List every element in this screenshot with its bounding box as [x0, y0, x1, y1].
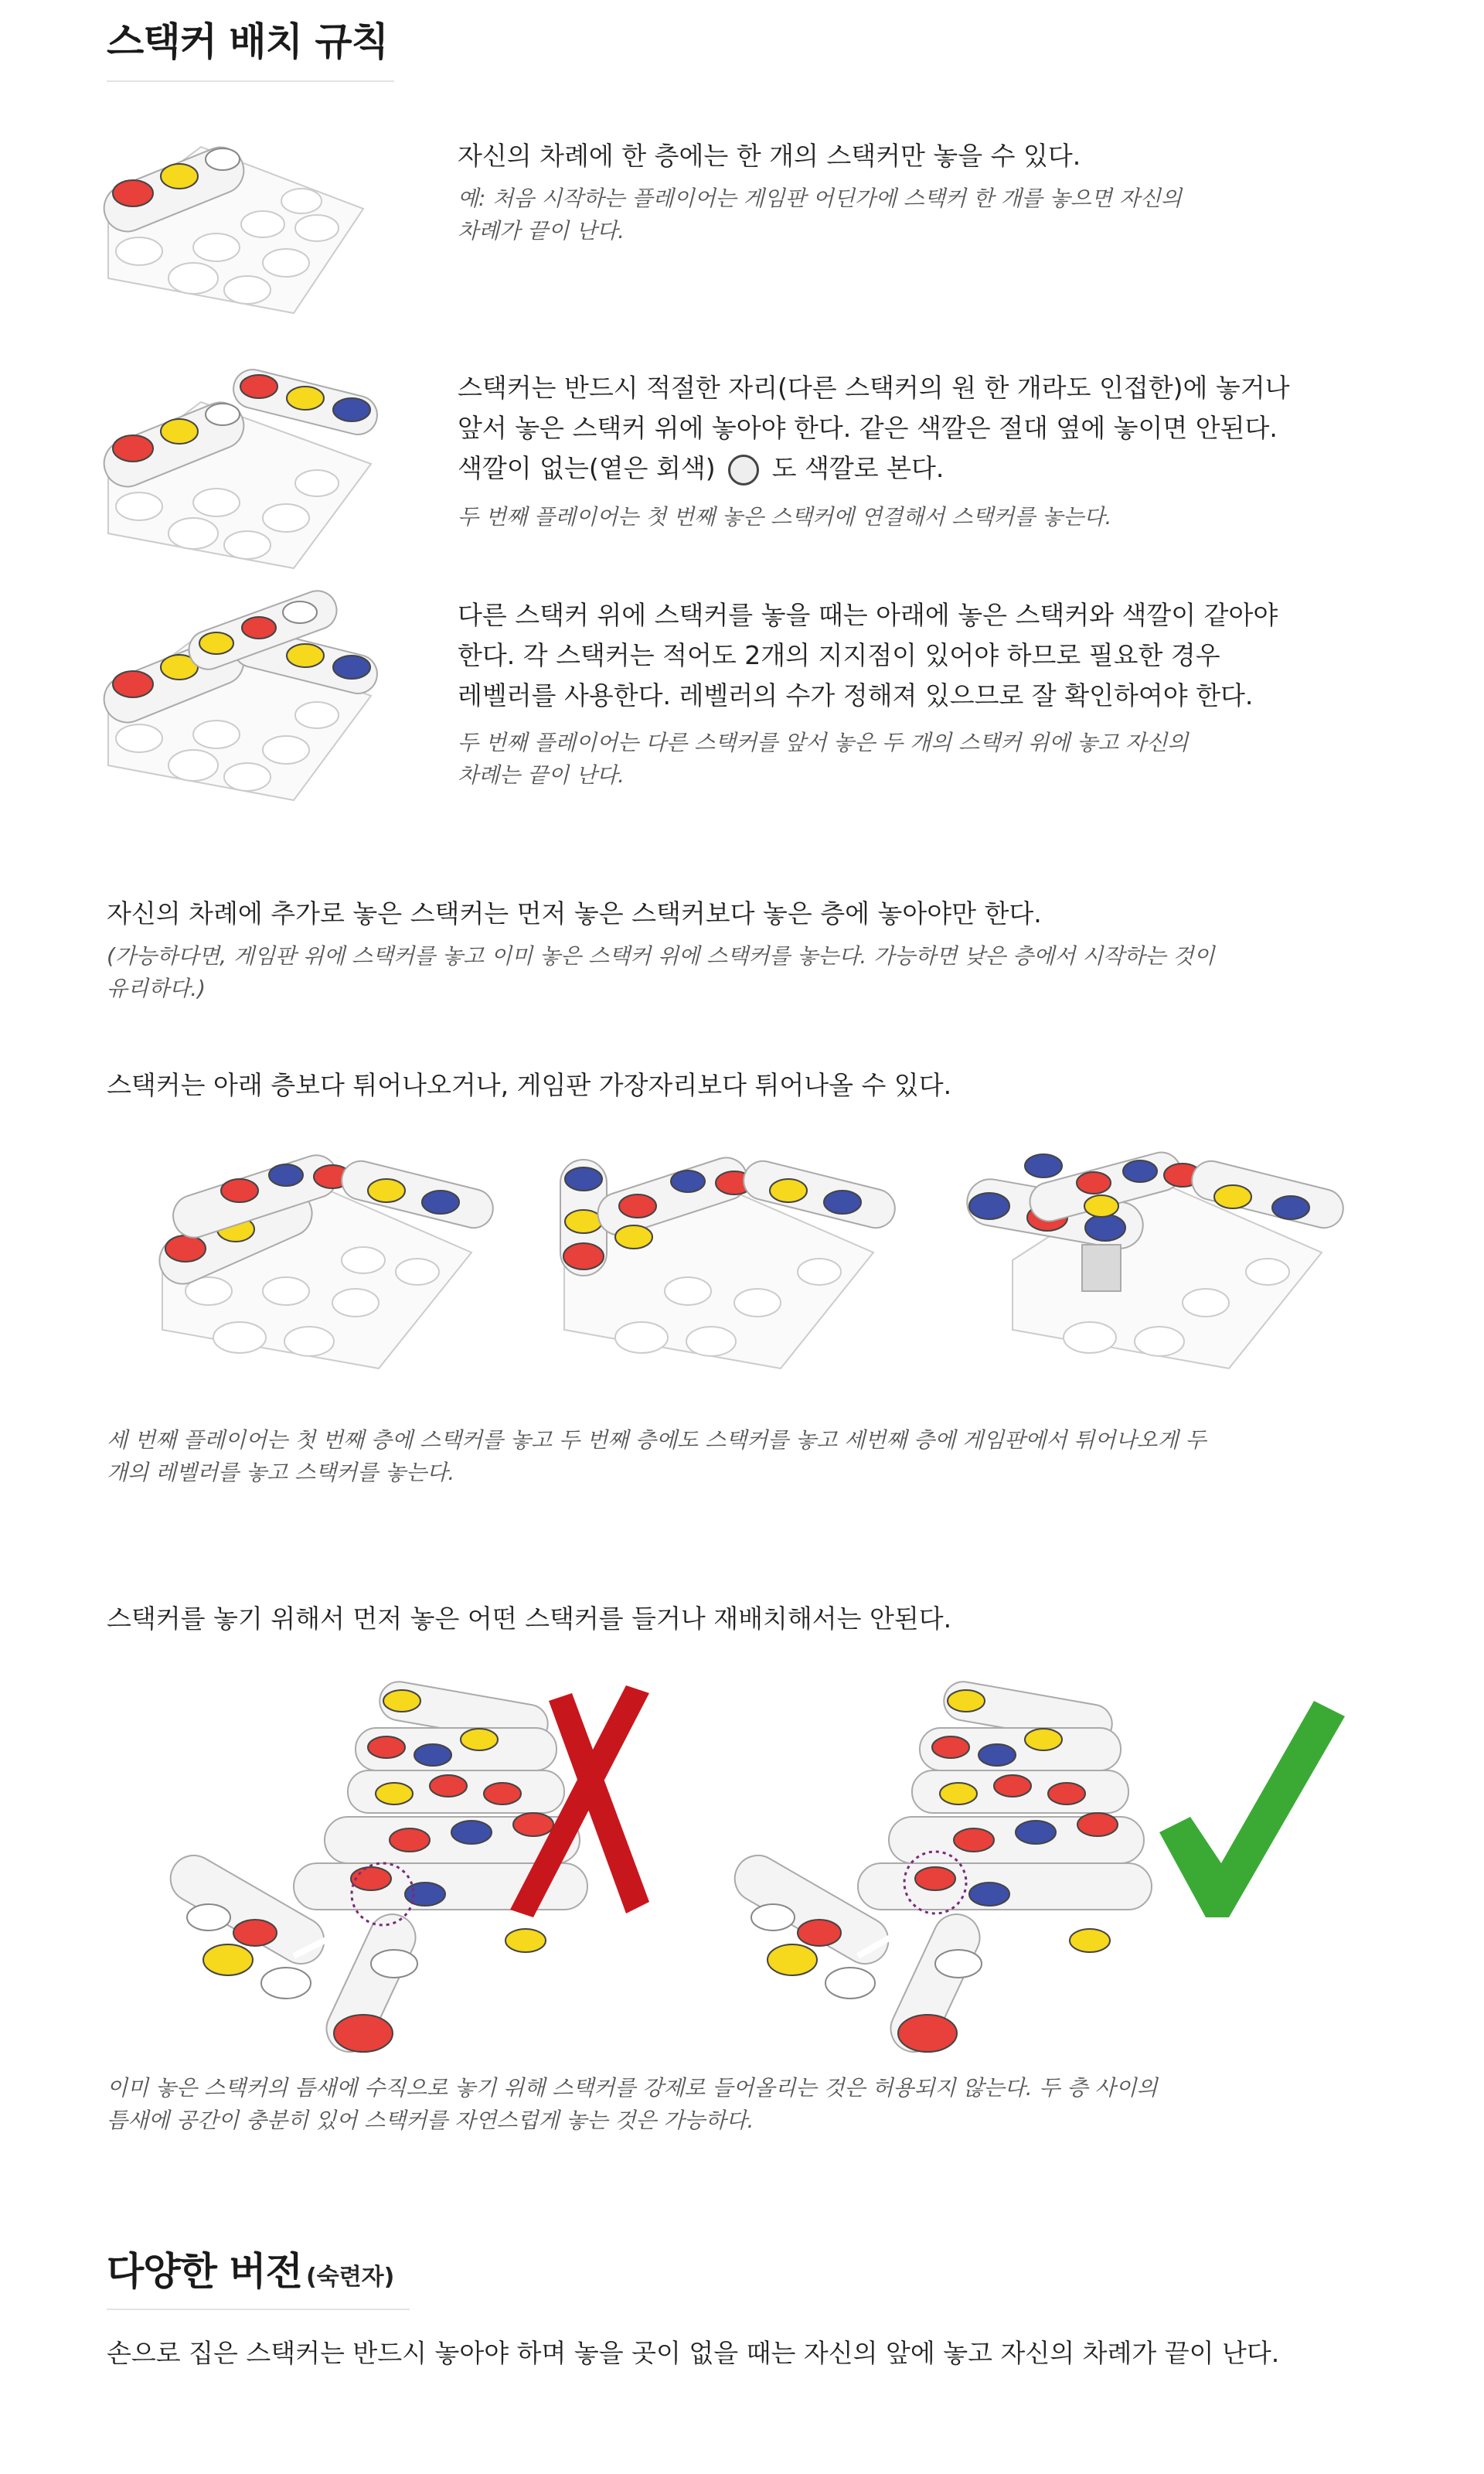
rule-2-main-text: 도 색깔로 본다. [771, 453, 945, 483]
rule-3-note-line: 차례는 끝이 난다. [458, 762, 625, 788]
gray-circle-icon [728, 455, 759, 486]
board-illustration-3 [108, 595, 417, 804]
rule-1-note [458, 182, 1385, 247]
section-2-subtitle: (숙련자) [306, 2264, 395, 2291]
section-2-main: 손으로 집은 스택커는 반드시 놓아야 하며 놓을 곳이 없을 때는 자신의 앞에 놓고 자신의 차례가 끝이 난다. [107, 2338, 1280, 2368]
rule-2-note: 두 번째 플레이어는 첫 번째 놓은 스택커에 연결해서 스택커를 놓는다. [458, 504, 1112, 530]
extra-rule-note-line: (가능하다면, 게임판 위에 스택커를 놓고 이미 놓은 스택커 위에 스택커를 놓는다. 가능하면 낮은 층에서 시작하는 것이 [107, 943, 1215, 969]
board-illustration-1 [108, 124, 386, 317]
rule-2-main-text: 색깔이 없는(옅은 회색) [458, 453, 716, 483]
yellow-dot [161, 164, 198, 189]
board-illustration-c [964, 1148, 1348, 1368]
no-move-note-line: 틈새에 공간이 충분히 있어 스택커를 자연스럽게 놓는 것은 가능하다. [107, 2108, 754, 2133]
overhang-rule-main: 스택커는 아래 층보다 튀어나오거나, 게임판 가장자리보다 튀어나올 수 있다. [107, 1070, 952, 1100]
overhang-rule-note [107, 1424, 1421, 1489]
overhang-note-line: 세 번째 플레이어는 첫 번째 층에 스택커를 놓고 두 번째 층에도 스택커를 놓고 세번째 층에 게임판에서 튀어나오게 두 [107, 1427, 1207, 1453]
rule-1-main: 자신의 차례에 한 층에는 한 개의 스택커만 놓을 수 있다. [458, 141, 1081, 171]
overhang-illustrations [162, 1144, 1337, 1376]
gray-dot [206, 148, 240, 170]
rule-1-note-line: 예: 처음 시작하는 플레이어는 게임판 어딘가에 스택커 한 개를 놓으면 자신의 [458, 186, 1182, 211]
right-example [727, 1678, 1345, 2059]
section-2-underline [107, 2309, 410, 2310]
wrong-example [162, 1678, 649, 2059]
board-illustration-a [152, 1150, 497, 1368]
rule-1-note-line: 차례가 끝이 난다. [458, 218, 625, 244]
title-underline [107, 80, 394, 82]
no-move-illustrations [162, 1685, 1384, 2057]
no-move-rule-note [107, 2072, 1421, 2137]
rule-3-main-line: 레벨러를 사용한다. 레벨러의 수가 정해져 있으므로 잘 확인하여야 한다. [458, 680, 1254, 711]
extra-rule-note [107, 940, 1421, 1005]
right-check-icon [1159, 1701, 1345, 1917]
rule-3-main-line: 한다. 각 스택커는 적어도 2개의 지지점이 있어야 하므로 필요한 경우 [458, 640, 1220, 670]
section-2-title: 다양한 버전 [107, 2249, 302, 2294]
section-2-heading [107, 2241, 394, 2296]
extra-rule-note-line: 유리하다.) [107, 976, 206, 1001]
no-move-note-line: 이미 놓은 스택커의 틈새에 수직으로 놓기 위해 스택커를 강제로 들어올리는 것은 허용되지 않는다. 두 층 사이의 [107, 2075, 1158, 2101]
rule-2-main-line: 앞서 놓은 스택커 위에 놓아야 한다. 같은 색깔은 절대 옆에 놓이면 안된다. [458, 413, 1278, 443]
rule-3-main [458, 595, 1416, 716]
extra-rule-main: 자신의 차례에 추가로 놓은 스택커는 먼저 놓은 스택커보다 놓은 층에 놓아야만 한다. [107, 898, 1042, 929]
rule-2-main-line [458, 448, 1416, 489]
rule-3-note-line: 두 번째 플레이어는 다른 스택커를 앞서 놓은 두 개의 스택커 위에 놓고 자신의 [458, 730, 1189, 755]
red-dot [113, 180, 153, 206]
board-illustration-b [560, 1152, 899, 1368]
no-move-rule-main: 스택커를 놓기 위해서 먼저 놓은 어떤 스택커를 들거나 재배치해서는 안된다. [107, 1603, 952, 1634]
rule-2-main-line: 스택커는 반드시 적절한 자리(다른 스택커의 원 한 개라도 인접한)에 놓거나 [458, 373, 1290, 403]
section-title: 스택커 배치 규칙 [107, 19, 388, 64]
board-illustration-2 [108, 371, 417, 572]
rule-2-main [458, 368, 1416, 489]
rule-3-main-line: 다른 스택커 위에 스택커를 놓을 때는 아래에 놓은 스택커와 색깔이 같아야 [458, 600, 1278, 630]
overhang-note-line: 개의 레벨러를 놓고 스택커를 놓는다. [107, 1460, 455, 1485]
rule-3-note [458, 727, 1385, 792]
